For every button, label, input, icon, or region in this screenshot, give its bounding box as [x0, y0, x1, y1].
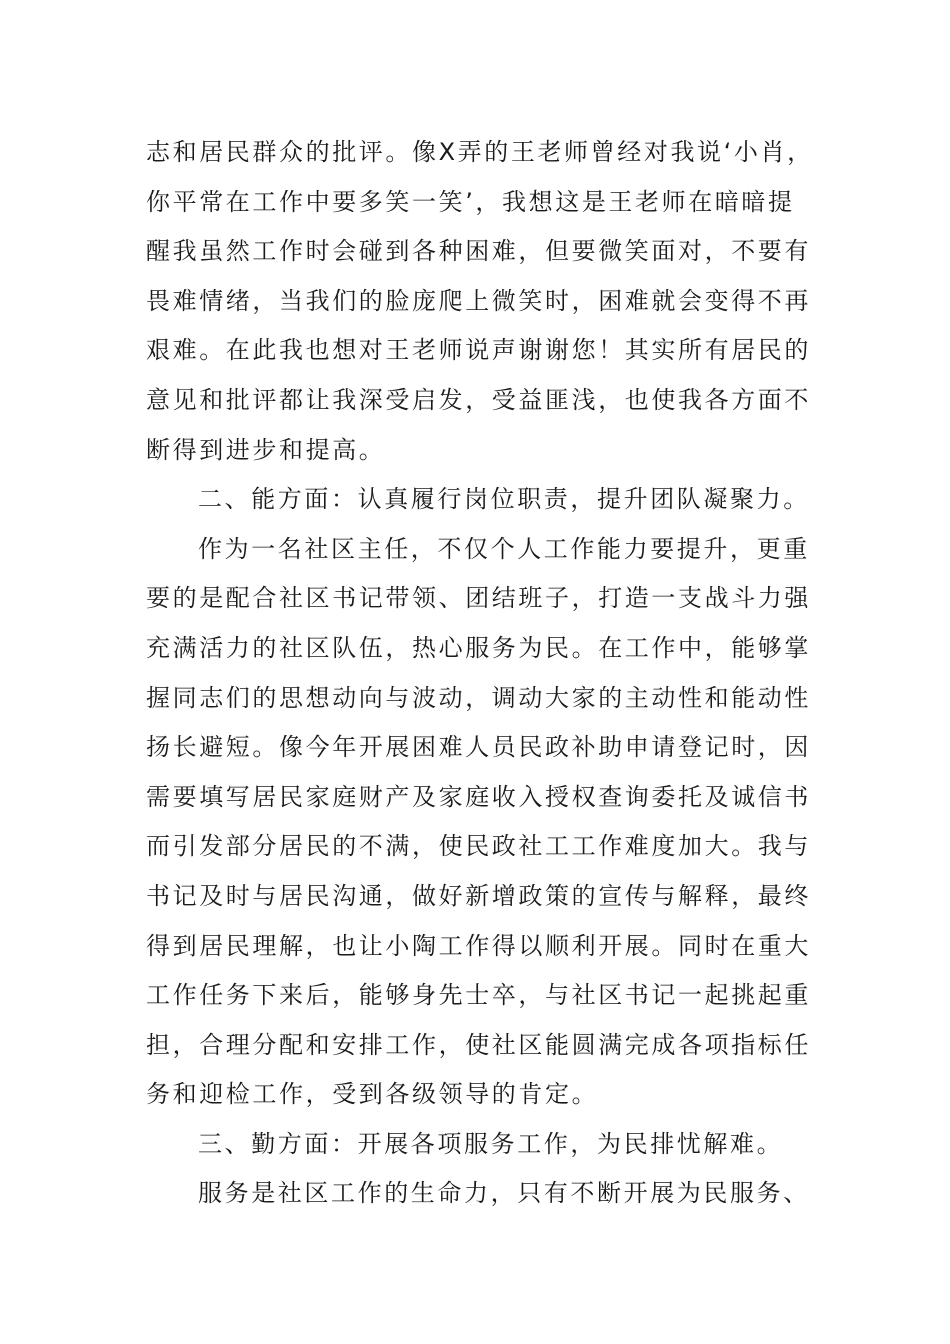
- section-heading-3: 三、勤方面：开展各项服务工作，为民排忧解难。: [198, 1129, 784, 1158]
- text-line: 断得到进步和提高。: [146, 435, 386, 464]
- text-line: 艰难。在此我也想对王老师说声谢谢您！其实所有居民的: [146, 336, 811, 365]
- document-body: [146, 128, 814, 1219]
- text-line: 扬长避短。像今年开展困难人员民政补助申请登记时，因: [146, 733, 811, 762]
- text-line: 需要填写居民家庭财产及家庭收入授权查询委托及诚信书: [146, 782, 811, 811]
- text-line: 书记及时与居民沟通，做好新增政策的宣传与解释，最终: [146, 881, 811, 910]
- text-line: 而引发部分居民的不满，使民政社工工作难度加大。我与: [146, 832, 811, 861]
- text-line: 服务是社区工作的生命力，只有不断开展为民服务、: [198, 1179, 810, 1208]
- text-line: 志和居民群众的批评。像X弄的王老师曾经对我说‘小肖，: [146, 138, 814, 166]
- text-line: 你平常在工作中要多笑一笑’，我想这是王老师在暗暗提: [146, 187, 795, 216]
- text-line: 务和迎检工作，受到各级领导的肯定。: [146, 1080, 599, 1109]
- text-line: 握同志们的思想动向与波动，调动大家的主动性和能动性: [146, 683, 811, 712]
- text-line: 醒我虽然工作时会碰到各种困难，但要微笑面对，不要有: [146, 237, 811, 266]
- text-line: 充满活力的社区队伍，热心服务为民。在工作中，能够掌: [146, 633, 811, 662]
- text-line: 作为一名社区主任，不仅个人工作能力要提升，更重: [198, 534, 810, 563]
- text-line: 畏难情绪，当我们的脸庞爬上微笑时，困难就会变得不再: [146, 286, 811, 315]
- text-line: 得到居民理解，也让小陶工作得以顺利开展。同时在重大: [146, 931, 811, 960]
- text-line: 意见和批评都让我深受启发，受益匪浅，也使我各方面不: [146, 385, 811, 414]
- text-line: 要的是配合社区书记带领、团结班子，打造一支战斗力强: [146, 584, 811, 613]
- text-line: 担，合理分配和安排工作，使社区能圆满完成各项指标任: [146, 1030, 811, 1059]
- text-line: 工作任务下来后，能够身先士卒，与社区书记一起挑起重: [146, 981, 811, 1010]
- section-heading-2: 二、能方面：认真履行岗位职责，提升团队凝聚力。: [198, 485, 810, 514]
